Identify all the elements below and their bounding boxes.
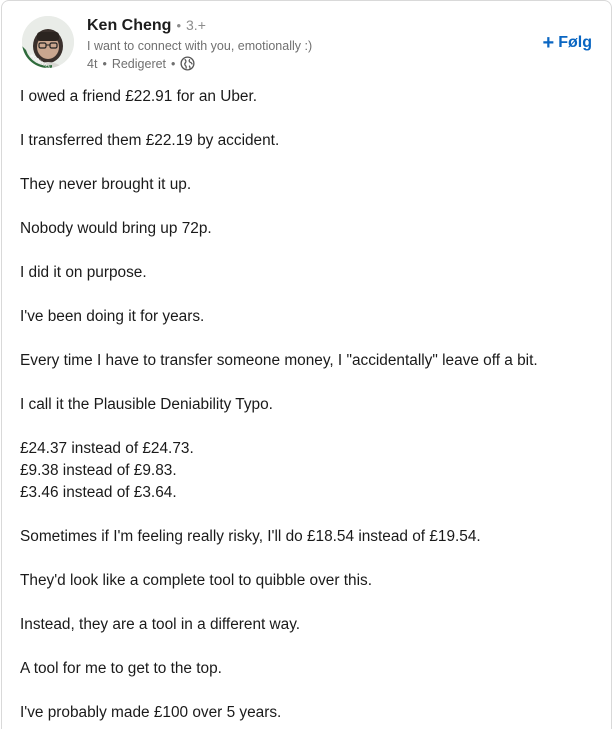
post-paragraph [20,306,600,328]
post-card [1,0,612,729]
post-paragraph [20,658,600,680]
post-text-line: I transferred them £22.19 by accident. [20,132,280,149]
post-text-line: I owed a friend £22.91 for an Uber. [20,88,257,105]
post-paragraph [20,350,600,372]
post-paragraph [20,174,600,196]
plus-icon: + [542,32,555,54]
post-paragraph [20,130,600,152]
post-body [20,86,600,729]
post-paragraph [20,570,600,592]
post-text-line: Nobody would bring up 72p. [20,220,212,237]
globe-icon [180,56,195,71]
post-text-line: I call it the Plausible Deniability Typo. [20,396,273,413]
connection-degree: 3.+ [186,17,206,33]
post-text-line: A tool for me to get to the top. [20,660,222,677]
post-text-line: They'd look like a complete tool to quibble over this. [20,572,372,589]
post-paragraph [20,614,600,636]
post-text-line: Instead, they are a tool in a different way. [20,616,301,633]
author-line [87,17,206,35]
post-paragraph [20,262,600,284]
post-text-line: I've probably made £100 over 5 years. [20,704,282,721]
post-text-line: They never brought it up. [20,176,192,193]
post-time: 4t [87,56,98,71]
edited-label: Redigeret [111,56,167,71]
separator-dot: • [171,56,176,71]
post-meta [87,56,195,71]
post-text-line: Sometimes if I'm feeling really risky, I'll do £18.54 instead of £19.54. [20,528,481,545]
separator-dot: • [176,18,182,33]
post-text-line: £9.38 instead of £9.83. [20,462,177,479]
post-text-line: £24.37 instead of £24.73. [20,440,194,457]
post-text-line: I've been doing it for years. [20,308,205,325]
post-paragraph [20,438,600,504]
post-text-line: I did it on purpose. [20,264,147,281]
avatar[interactable] [22,16,74,68]
post-header [2,1,611,81]
post-text-line: £3.46 instead of £3.64. [20,484,177,501]
separator-dot: • [102,56,107,71]
post-text-line: Every time I have to transfer someone money, I "accidentally" leave off a bit. [20,352,538,369]
follow-label: Følg [558,34,592,51]
follow-button[interactable] [543,33,592,53]
avatar-image [22,16,74,68]
author-headline: I want to connect with you, emotionally :) [87,39,313,53]
post-paragraph [20,702,600,724]
post-paragraph [20,218,600,240]
post-paragraph [20,526,600,548]
author-name[interactable]: Ken Cheng [87,17,172,34]
post-paragraph [20,394,600,416]
post-paragraph [20,86,600,108]
